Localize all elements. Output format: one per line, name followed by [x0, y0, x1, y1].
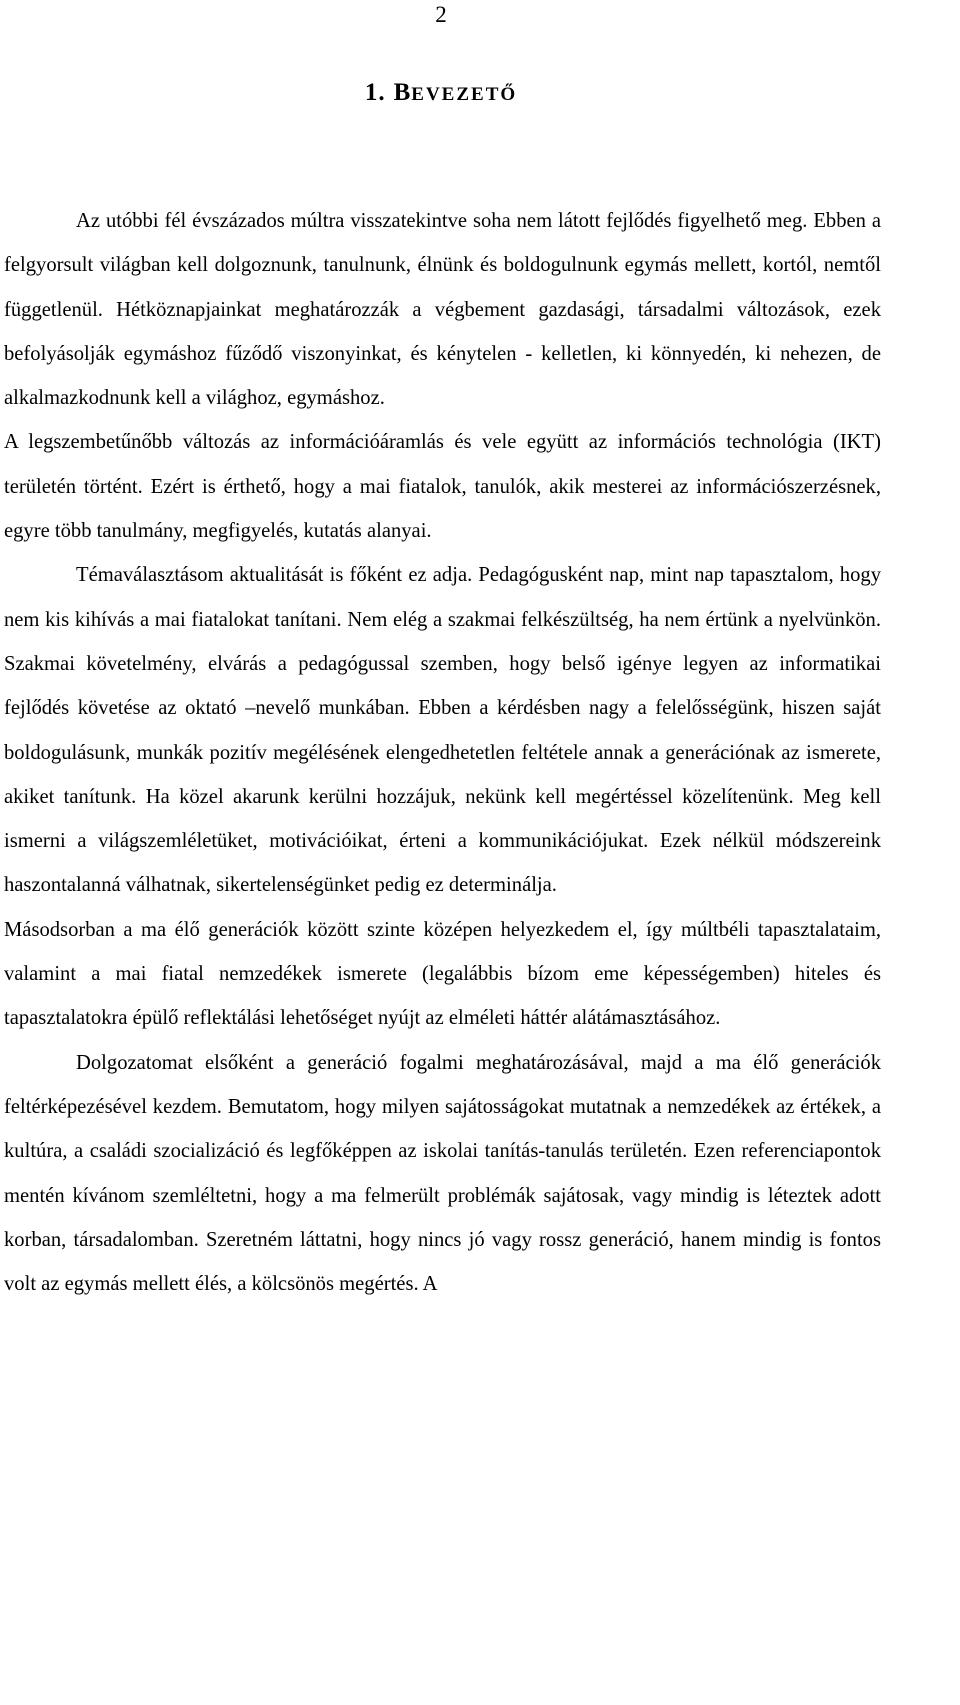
- paragraph: A legszembetűnőbb változás az információáramlás és vele együtt az információs technológia (IKT) területén történt. Ezért is érthető, hogy a mai fiatalok, tanulók, akik mesterei az információszerzésnek, egyre több tanulmány, megfigyelés, kutatás alanyai.: [4, 431, 881, 543]
- chapter-title-rest: EVEZETŐ: [411, 84, 518, 105]
- paragraph: Dolgozatomat elsőként a generáció fogalmi meghatározásával, majd a ma élő generációk feltérképezésével kezdem. Bemutatom, hogy milyen sajátosságokat mutatnak a nemzedékek az értékek, a kultúra, a családi szocializáció és legfőképpen az iskolai tanítás-tanulás területén. Ezen referenciapontok mentén kívánom szemléltetni, hogy a ma felmerült problémák sajátosak, vagy mindig is léteztek adott korban, társadalomban. Szeretném láttatni, hogy nincs jó vagy rossz generáció, hanem mindig is fontos volt az egymás mellett élés, a kölcsönös megértés. A: [4, 1051, 881, 1296]
- paragraph: Témaválasztásom aktualitását is főként ez adja. Pedagógusként nap, mint nap tapasztalom, hogy nem kis kihívás a mai fiatalokat tanítani. Nem elég a szakmai felkészültség, ha nem értünk a nyelvünkön. Szakmai követelmény, elvárás a pedagógussal szemben, hogy belső igénye legyen az informatikai fejlődés követése az oktató –nevelő munkában. Ebben a kérdésben nagy a felelősségünk, hiszen saját boldogulásunk, munkák pozitív megélésének elengedhetetlen feltétele annak a generációnak az ismerete, akiket tanítunk. Ha közel akarunk kerülni hozzájuk, nekünk kell megértéssel közelítenünk. Meg kell ismerni a világszemléletüket, motivációikat, érteni a kommunikációjukat. Ezek nélkül módszereink haszontalanná válhatnak, sikertelenségünket pedig ez determinálja.: [4, 564, 881, 897]
- chapter-title-initial: B: [393, 79, 412, 106]
- body-text: [4, 199, 881, 1306]
- chapter-heading: [0, 78, 882, 110]
- paragraph: Az utóbbi fél évszázados múltra visszatekintve soha nem látott fejlődés figyelhető meg. Ebben a felgyorsult világban kell dolgoznunk, tanulnunk, élnünk és boldogulnunk egymás mellett, kortól, nemtől függetlenül. Hétköznapjainkat meghatározzák a végbement gazdasági, társadalmi változások, ezek befolyásolják egymáshoz fűződő viszonyinkat, és kénytelen - kelletlen, ki könnyedén, ki nehezen, de alkalmazkodnunk kell a világhoz, egymáshoz.: [4, 210, 881, 410]
- page-number: 2: [435, 2, 447, 27]
- paragraph: Másodsorban a ma élő generációk között szinte középen helyezkedem el, így múltbéli tapasztalataim, valamint a mai fiatal nemzedékek ismerete (legalábbis bízom eme képességemben) hiteles és tapasztalatokra épülő reflektálási lehetőséget nyújt az elméleti háttér alátámasztásához.: [4, 918, 881, 1030]
- chapter-number: 1.: [364, 79, 386, 106]
